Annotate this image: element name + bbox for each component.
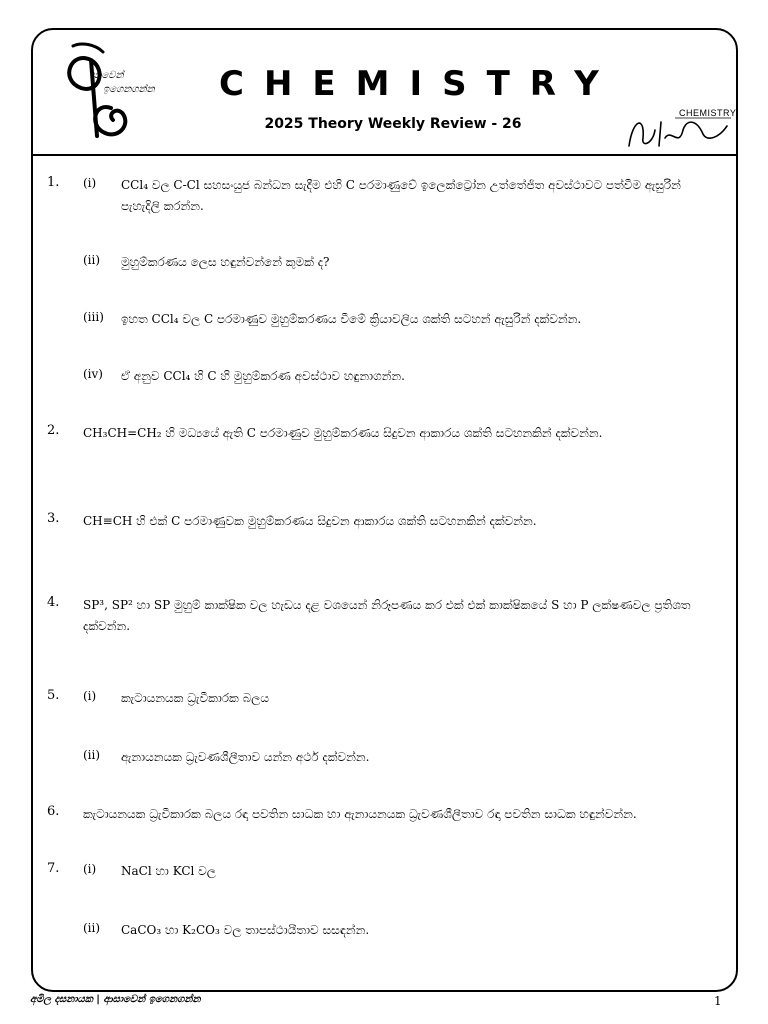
question-text: NaCl හා KCl වල [121, 864, 216, 878]
logo-text-top: සාවෙන් [91, 70, 124, 81]
logo-text-bottom: ඉගෙනගන්න [103, 84, 155, 95]
question-text: ඇනායනයක ධ්‍රැවණශීලීතාව යන්න අර්ථ දක්වන්න. [121, 750, 370, 764]
footer-author: අමිල දසනායක | ආසාවෙන් ඉගෙනගන්න [30, 994, 201, 1005]
question-text: කැටායනයක ධ්‍රැවීකාරක බලය [121, 691, 269, 705]
header-divider [33, 154, 736, 156]
question-text: ඒ අනුව CCl₄ හි C හි මුහුම්කරණ අවස්ථාව හඳුනාගන්න. [121, 369, 405, 383]
question-sub: (iv) [83, 367, 103, 381]
question-sub: (i) [83, 176, 97, 190]
question-number: 4. [47, 595, 60, 610]
question-number: 2. [47, 423, 60, 438]
question-sub: (i) [83, 689, 97, 703]
page-title: CHEMISTRY [219, 64, 619, 104]
page-number: 1 [714, 994, 722, 1008]
question-sub: (iii) [83, 310, 104, 324]
logo-mark [51, 40, 201, 152]
page-frame [31, 28, 738, 992]
question-text: CH≡CH හි එක් C පරමාණුවක මුහුම්කරණය සිදුවන ආකාරය ශක්ති සටහනකින් දක්වන්න. [83, 514, 537, 528]
question-number: 5. [47, 688, 60, 703]
question-text: CCl₄ වල C-Cl සහසංයුජ බන්ධන සැදීම එහි C පරමාණුවේ ඉලෙක්ට්‍රෝන උත්තේජිත අවස්ථාවට පත්වීම ඇසුරින් පැහැදිලි කරන්න. [121, 178, 681, 213]
question-number: 1. [47, 175, 60, 190]
question-number: 7. [47, 861, 60, 876]
page-subtitle: 2025 Theory Weekly Review - 26 [264, 116, 522, 132]
question-sub: (i) [83, 862, 97, 876]
question-sub: (ii) [83, 253, 101, 267]
question-text: CaCO₃ හා K₂CO₃ වල තාපස්ථායීතාව සසඳන්න. [121, 923, 370, 937]
question-text: මුහුම්කරණය ලෙස හඳුන්වන්නේ කුමක් ද? [121, 255, 330, 269]
question-number: 6. [47, 804, 60, 819]
question-number: 3. [47, 511, 60, 526]
question-text: SP³, SP² හා SP මුහුම් කාක්ෂික වල හැඩය දළ වශයෙන් නිරූපණය කර එක් එක් කාක්ෂිකයේ S හා P ලක්ෂණවල ප්‍රතිශත දක්වන්න. [83, 598, 691, 633]
question-text: ඉහත CCl₄ වල C පරමාණුව මුහුම්කරණය වීමේ ක්‍රියාවලිය ශක්ති සටහන් ඇසුරින් දක්වන්න. [121, 312, 582, 326]
question-text: කැටායනයක ධ්‍රැවීකාරක බලය රඳා පවතින සාධක හා ඇනායනයක ධ්‍රැවණශීලීතාව රඳා පවතින සාධක හඳුන්වන්න. [83, 807, 637, 821]
question-sub: (ii) [83, 748, 101, 762]
question-text: CH₃CH=CH₂ හි මධ්‍යයේ ඇති C පරමාණුව මුහුම්කරණය සිදුවන ආකාරය ශක්ති සටහනකින් දක්වන්න. [83, 426, 603, 440]
signature-label: CHEMISTRY [679, 108, 737, 118]
question-sub: (ii) [83, 921, 101, 935]
